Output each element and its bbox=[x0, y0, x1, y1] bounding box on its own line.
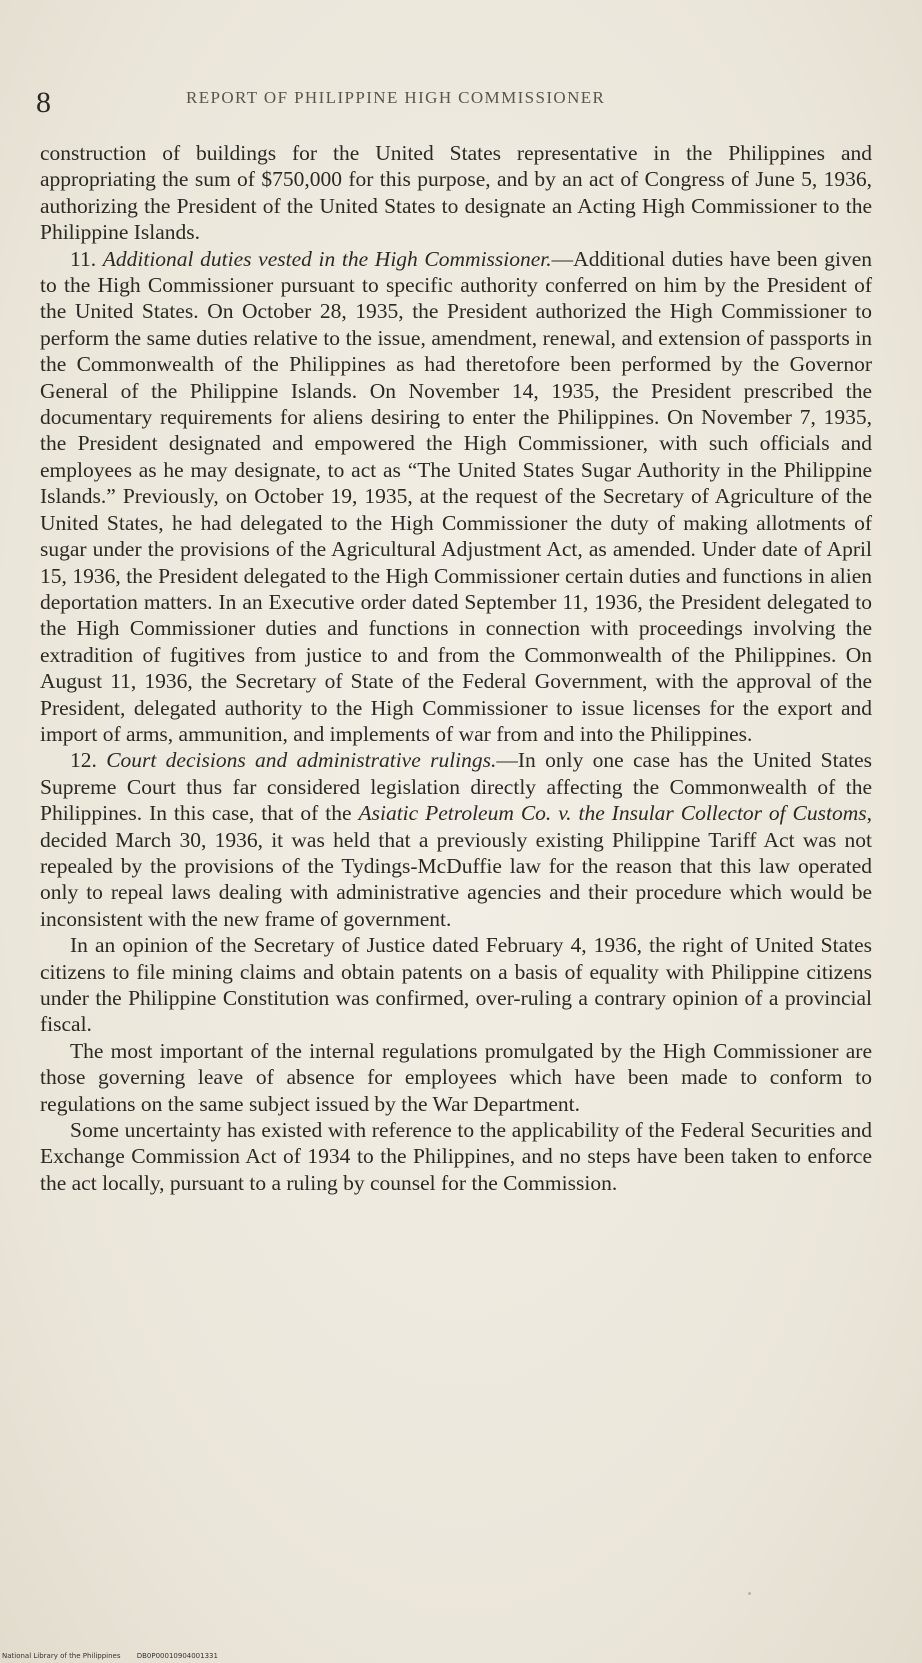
paragraph-section-12 bbox=[40, 747, 872, 932]
paragraph-text: Some uncertainty has existed with reference to the applicability of the Federal Securities and Exchange Commission Act of 1934 to the Philippines, and no steps have been taken to enforce the act locally, pursuant to a ruling by counsel for the Commission. bbox=[40, 1118, 872, 1195]
paragraph-text: The most important of the internal regulations promulgated by the High Commissioner are those governing leave of absence for employees which have been made to conform to regulations on the same subject issued by the War Department. bbox=[40, 1038, 872, 1116]
paragraph-internal-regulations bbox=[40, 1038, 872, 1117]
paragraph-justice-opinion bbox=[40, 932, 872, 1038]
paragraph-text: , decided March 30, 1936, it was held that a previously existing Philippine Tariff Act was not repealed by the provisions of the Tydings-McDuffie law for the reason that this law operated only to repeal laws dealing with administrative agencies and their procedure which would be inconsistent with the new frame of government. bbox=[40, 801, 872, 931]
paragraph-section-11 bbox=[40, 246, 872, 748]
page-number: 8 bbox=[36, 86, 51, 119]
paragraph-text: construction of buildings for the United States representative in the Philippines and appropriating the sum of $750,000 for this purpose, and by an act of Congress of June 5, 1936, authorizing the President of the United States to designate an Acting High Commissioner to the Philippine Islands. bbox=[40, 141, 872, 245]
footer-library: National Library of the Philippines bbox=[2, 1652, 121, 1660]
paragraph-text: —Additional duties have been given to the High Commissioner pursuant to specific authority conferred on him by the President of the United States. On October 28, 1935, the President authorized the High Commissioner to perform the same duties relative to the issue, amendment, renewal, and extension of passports in the Commonwealth of the Philippines as had theretofore been performed by the Governor General of the Philippine Islands. On November 14, 1935, the President prescribed the documentary requirements for aliens desiring to enter the Philippines. On November 7, 1935, the President designated and empowered the High Commissioner, with such officials and employees as he may designate, to act as “The United States Sugar Authority in the Philippine Islands.” Previously, on October 19, 1935, at the request of the Secretary of Agriculture of the United States, he had delegated to the High Commissioner the duty of making allotments of sugar under the provisions of the Agricultural Adjustment Act, as amended. Under date of April 15, 1936, the President delegated to the High Commissioner certain duties and functions in alien deportation matters. In an Executive order dated September 11, 1936, the President delegated to the High Commissioner duties and functions in connection with proceedings involving the extradition of fugitives from justice to and from the Commonwealth of the Philippines. On August 11, 1936, the Secretary of State of the Federal Government, with the approval of the President, delegated authority to the High Commissioner to issue licenses for the export and import of arms, ammunition, and implements of war from and into the Philippines. bbox=[40, 246, 873, 746]
paragraph-securities-act bbox=[40, 1117, 872, 1196]
section-heading: Court decisions and administrative rulings. bbox=[106, 748, 497, 773]
paragraph-text: In an opinion of the Secretary of Justice dated February 4, 1936, the right of United States citizens to file mining claims and obtain patents on a basis of equality with Philippine citizens under the Philippine Constitution was confirmed, over-ruling a contrary opinion of a provincial fiscal. bbox=[40, 933, 872, 1037]
scan-footer bbox=[2, 1652, 232, 1660]
running-title: REPORT OF PHILIPPINE HIGH COMMISSIONER bbox=[186, 88, 606, 107]
section-number: 11. bbox=[70, 246, 103, 271]
paragraph-text: —In only one case has the United States Supreme Court thus far considered legislation directly affecting the Commonwealth of the Philippines. In this case, that of the bbox=[40, 748, 873, 826]
body-text bbox=[40, 140, 872, 1196]
section-heading: Additional duties vested in the High Commissioner. bbox=[102, 246, 552, 271]
section-number: 12. bbox=[70, 748, 107, 773]
paragraph-continued bbox=[40, 140, 872, 246]
footer-identifier: DB0P00010904001331 bbox=[136, 1652, 218, 1660]
case-name: Asiatic Petroleum Co. v. the Insular Collector of Customs bbox=[358, 801, 867, 826]
paper-speck bbox=[748, 1592, 751, 1595]
